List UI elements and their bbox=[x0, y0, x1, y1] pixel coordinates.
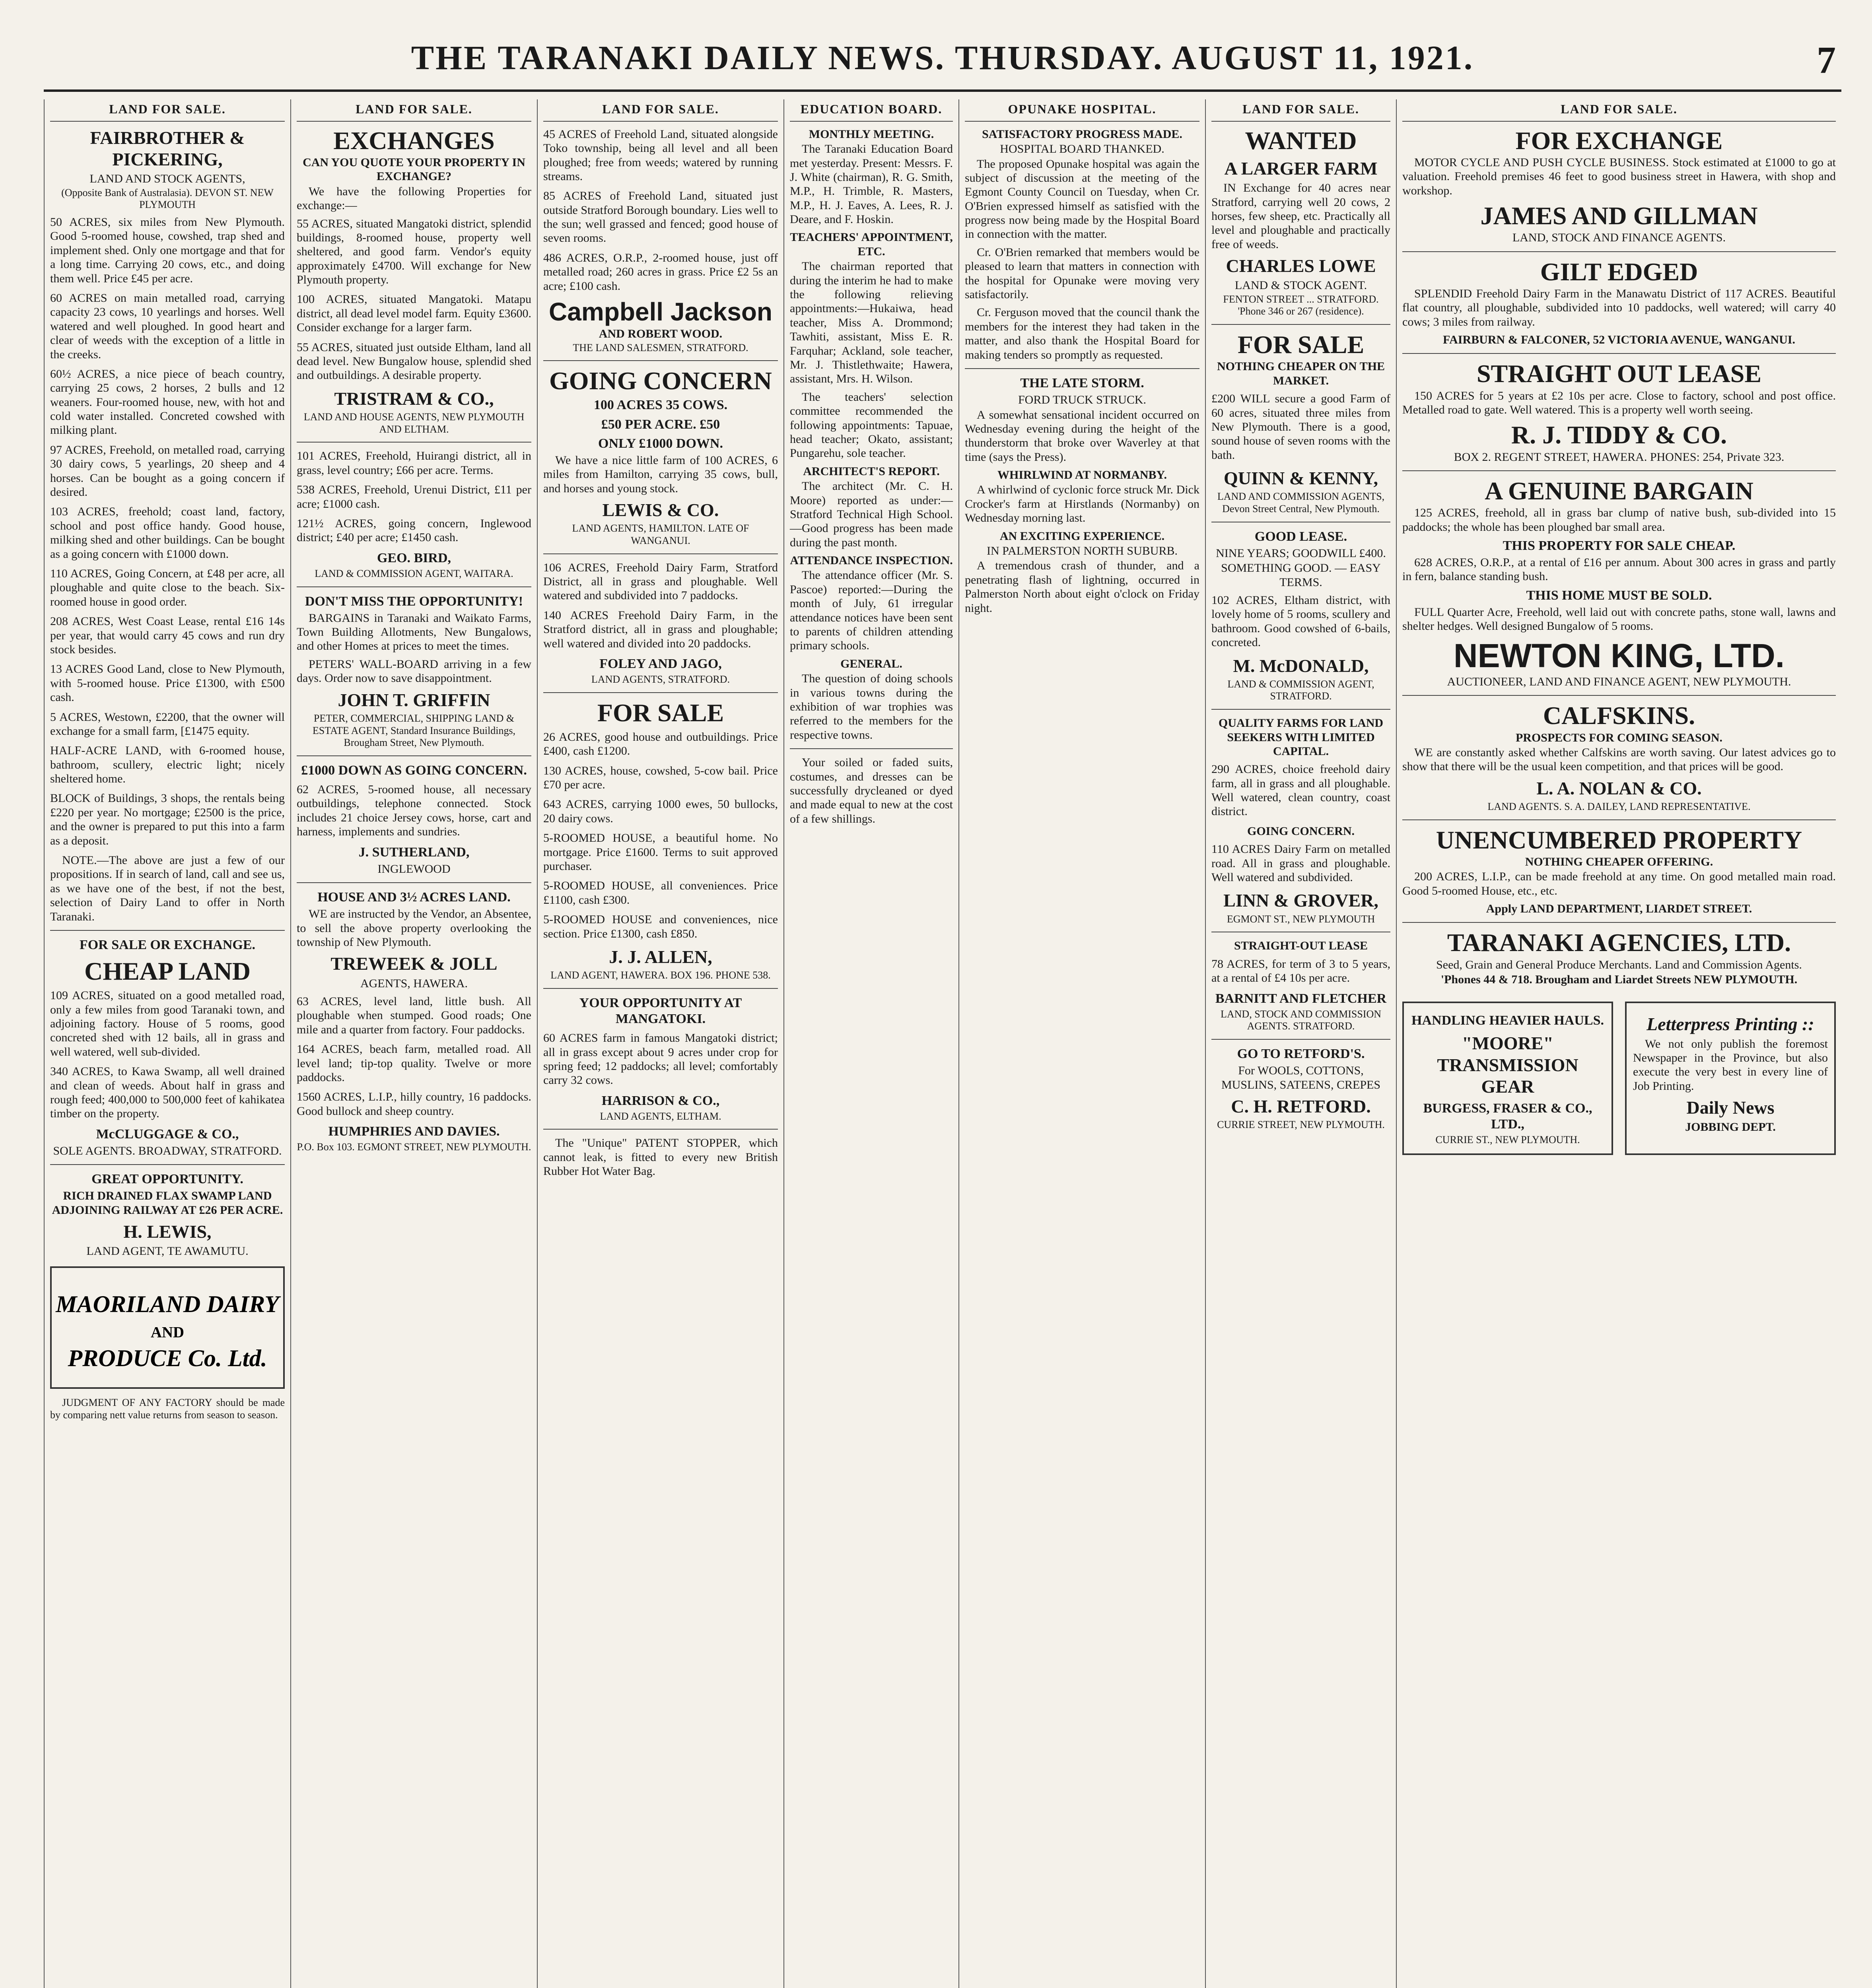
masthead-rule bbox=[44, 89, 1841, 92]
divider bbox=[1402, 251, 1836, 252]
logo-footer: JUDGMENT OF ANY FACTORY should be made by comparing nett value returns from season to season. bbox=[50, 1396, 285, 1421]
column-3 bbox=[537, 99, 783, 1988]
ad-item: 130 ACRES, house, cowshed, 5-cow bail. Price £70 per acre. bbox=[543, 764, 778, 792]
ad-item: 63 ACRES, level land, little bush. All ploughable when stumped. Good roads; One mile and a quarter from factory. Four paddocks. bbox=[297, 994, 531, 1036]
firm-name: NEWTON KING, LTD. bbox=[1453, 637, 1785, 674]
paragraph: FULL Quarter Acre, Freehold, well laid out with concrete paths, stone wall, lawns and shelter hedges. Well designed Bungalow of 5 rooms. bbox=[1402, 605, 1836, 633]
section-subtitle: QUALITY FARMS FOR LAND SEEKERS WITH LIMITED CAPITAL. bbox=[1218, 716, 1384, 758]
ad-item: 100 ACRES, situated Mangatoki. Matapu district, all dead level model farm. Equity £3600. Consider exchange for a larger farm. bbox=[297, 293, 531, 334]
svg-text:AND: AND bbox=[150, 1324, 185, 1341]
firm-name: JAMES AND GILLMAN bbox=[1480, 202, 1758, 230]
column-heading: LAND FOR SALE. bbox=[1211, 102, 1390, 122]
section-subtitle: GENERAL. bbox=[840, 657, 902, 670]
section-heading: £1000 DOWN AS GOING CONCERN. bbox=[301, 763, 527, 778]
section-heading: DON'T MISS THE OPPORTUNITY! bbox=[305, 594, 523, 609]
firm-subtitle: LAND AND COMMISSION AGENTS, Devon Street Central, New Plymouth. bbox=[1217, 491, 1385, 515]
paragraph: IN Exchange for 40 acres near Stratford, carrying well 20 cows, 2 horses, few sheep, etc. Practically all level and ploughable and practically free of weeds. bbox=[1211, 181, 1390, 251]
column-1 bbox=[44, 99, 290, 1988]
ad-item: 103 ACRES, freehold; coast land, factory, school and post office handy. Good house, milking shed and other buildings. Can be bought as a going concern with £1000 down. bbox=[50, 505, 285, 561]
firm-subtitle: PETER, COMMERCIAL, SHIPPING LAND & ESTATE AGENT, Standard Insurance Buildings, Brougham Street, New Plymouth. bbox=[312, 712, 516, 749]
firm-name: M. McDONALD, bbox=[1233, 655, 1369, 676]
section-title: GOING CONCERN bbox=[549, 367, 772, 395]
firm-name: CHARLES LOWE bbox=[1226, 256, 1376, 276]
section-title: FOR SALE bbox=[1237, 330, 1365, 359]
column-6 bbox=[1205, 99, 1396, 1988]
section-subtitle: STRAIGHT-OUT LEASE bbox=[1234, 939, 1368, 953]
svg-text:MAORILAND DAIRY: MAORILAND DAIRY bbox=[56, 1291, 279, 1318]
section-heading: THIS HOME MUST BE SOLD. bbox=[1526, 588, 1712, 603]
firm-subtitle: SOLE AGENTS. BROADWAY, STRATFORD. bbox=[53, 1144, 282, 1157]
firm-subtitle: LAND AND STOCK AGENTS, bbox=[89, 172, 245, 186]
ad-item: 26 ACRES, good house and outbuildings. Price £400, cash £1200. bbox=[543, 730, 778, 758]
firm-subtitle: THE LAND SALESMEN, STRATFORD. bbox=[573, 342, 748, 353]
divider bbox=[297, 442, 531, 443]
firm-name: LINN & GROVER, bbox=[1223, 890, 1378, 911]
paragraph: We have a nice little farm of 100 ACRES, 6 miles from Hamilton, carrying 35 cows, bull, and horses and young stock. bbox=[543, 453, 778, 495]
firm-subtitle: EGMONT ST., NEW PLYMOUTH bbox=[1227, 913, 1375, 925]
paragraph: Your soiled or faded suits, costumes, and dresses can be successfully drycleaned or dyed and made equal to new at the cost of a few shillings. bbox=[790, 756, 953, 825]
firm-name: JOHN T. GRIFFIN bbox=[338, 689, 490, 710]
firm-address: 'Phones 44 & 718. Brougham and Liardet Streets NEW PLYMOUTH. bbox=[1440, 973, 1798, 986]
section-title: A LARGER FARM bbox=[1224, 158, 1378, 179]
section-subtitle: SATISFACTORY PROGRESS MADE. bbox=[982, 127, 1182, 141]
note: NOTE.—The above are just a few of our propositions. If in search of land, call and see us, as we have one of the best, if not the best, selection of Dairy Land to offer in North Taranaki. bbox=[50, 854, 285, 923]
divider bbox=[1211, 709, 1390, 710]
ad-item: 110 ACRES, Going Concern, at £48 per acre, all ploughable and quite close to the beach. Six-roomed house in good order. bbox=[50, 567, 285, 608]
section-subtitle: MONTHLY MEETING. bbox=[809, 127, 934, 141]
paragraph: 200 ACRES, L.I.P., can be made freehold at any time. On good metalled main road. Good 5-roomed House, etc., etc. bbox=[1402, 870, 1836, 897]
paragraph: The teachers' selection committee recommended the following appointments: Tapuae, head teacher; Okato, assistant; Pungarehu, sole teacher. bbox=[790, 390, 953, 460]
firm-address: CURRIE ST., NEW PLYMOUTH. bbox=[1435, 1134, 1580, 1146]
firm-subtitle: P.O. Box 103. EGMONT STREET, NEW PLYMOUTH. bbox=[297, 1141, 531, 1153]
ad-item: 538 ACRES, Freehold, Urenui District, £11 per acre; £1000 cash. bbox=[297, 483, 531, 511]
ad-item: 109 ACRES, situated on a good metalled road, only a few miles from good Taranaki town, and adjoining factory. House of 5 rooms, good concreted shed with 12 bails, all in grass and well watered, well sub-divided. bbox=[50, 989, 285, 1058]
divider bbox=[50, 930, 285, 931]
ad-item: 5-ROOMED HOUSE and conveniences, nice section. Price £1300, cash £850. bbox=[543, 913, 778, 940]
section-title: STRAIGHT OUT LEASE bbox=[1476, 359, 1762, 388]
firm-name: J. SUTHERLAND, bbox=[358, 845, 470, 860]
paragraph: The Taranaki Education Board met yesterday. Present: Messrs. F. J. White (chairman), R. G. Smith, M.P., H. Trimble, R. Masters, M.P., H. J. Eaves, A. Lees, R. J. Deare, and F. Hoskin. bbox=[790, 142, 953, 226]
section-heading: YOUR OPPORTUNITY AT MANGATOKI. bbox=[579, 995, 742, 1027]
section-heading: GO TO RETFORD'S. bbox=[1237, 1046, 1365, 1061]
ad-item: 208 ACRES, West Coast Lease, rental £16 14s per year, that would carry 45 cows and run dry stock besides. bbox=[50, 615, 285, 656]
firm-name: TREWEEK & JOLL bbox=[330, 953, 498, 974]
paragraph: BARGAINS in Taranaki and Waikato Farms, Town Building Allotments, New Bungalows, and other Homes at prices to meet the times. bbox=[297, 611, 531, 653]
page-number: 7 bbox=[1817, 39, 1837, 81]
column-2 bbox=[290, 99, 537, 1988]
masthead bbox=[44, 38, 1841, 85]
section-title: FOR SALE bbox=[597, 698, 724, 727]
ad-title: "MOORE" TRANSMISSION GEAR bbox=[1437, 1033, 1578, 1097]
section-heading: FOR SALE OR EXCHANGE. bbox=[79, 937, 256, 952]
section-title: FOR EXCHANGE bbox=[1515, 126, 1723, 155]
paragraph: The "Unique" PATENT STOPPER, which cannot leak, is fitted to every new British Rubber Hot Water Bag. bbox=[543, 1136, 778, 1178]
firm-name: FAIRBURN & FALCONER, 52 VICTORIA AVENUE, WANGANUI. bbox=[1443, 333, 1795, 347]
ad-item: 340 ACRES, to Kawa Swamp, all well drained and clean of weeds. About half in grass and rough feed; 400,000 to 500,000 feet of kahikatea timber on the property. bbox=[50, 1065, 285, 1120]
divider bbox=[1211, 324, 1390, 325]
firm-subtitle: AND ROBERT WOOD. bbox=[599, 327, 723, 341]
ad-title: Letterpress Printing :: bbox=[1647, 1014, 1814, 1035]
section-subtitle: RICH DRAINED FLAX SWAMP LAND ADJOINING RAILWAY AT £26 PER ACRE. bbox=[52, 1189, 283, 1217]
section-subtitle: SOMETHING GOOD. — EASY TERMS. bbox=[1221, 561, 1381, 589]
paragraph: A whirlwind of cyclonic force struck Mr. Dick Crocker's farm at Hirstlands (Normanby) on Wednesday morning last. bbox=[965, 483, 1199, 525]
paragraph: The proposed Opunake hospital was again the subject of discussion at the meeting of the Egmont County Council on Tuesday, when Cr. O'Brien expressed himself as satisfied with the progress now being made by the Hospital Board in connection with the matter. bbox=[965, 157, 1199, 241]
section-heading: THIS PROPERTY FOR SALE CHEAP. bbox=[1503, 538, 1736, 553]
divider bbox=[543, 360, 778, 361]
section-subtitle: ATTENDANCE INSPECTION. bbox=[790, 554, 953, 567]
ad-item: 140 ACRES Freehold Dairy Farm, in the Stratford district, all in grass and ploughable; well watered and divided into 20 paddocks. bbox=[543, 608, 778, 650]
paragraph: 628 ACRES, O.R.P., at a rental of £16 per annum. About 300 acres in grass and partly in fern, balance standing bush. bbox=[1402, 556, 1836, 583]
firm-subtitle: LAND AGENTS, HAMILTON. LATE OF WANGANUI. bbox=[572, 522, 749, 546]
firm-name: HUMPHRIES AND DAVIES. bbox=[328, 1124, 500, 1139]
paragraph: Cr. O'Brien remarked that members would be pleased to learn that matters in connection with the hospital for Opunake were moving very satisfactorily. bbox=[965, 245, 1199, 301]
section-title: A GENUINE BARGAIN bbox=[1485, 476, 1753, 505]
firm-name: BURGESS, FRASER & CO., LTD., bbox=[1423, 1101, 1592, 1132]
maoriland-dairy-logo bbox=[50, 1266, 285, 1389]
ad-title: Daily News bbox=[1686, 1097, 1775, 1118]
firm-subtitle: LAND AND HOUSE AGENTS, NEW PLYMOUTH AND ELTHAM. bbox=[303, 411, 525, 435]
divider bbox=[1402, 695, 1836, 696]
paragraph: 125 ACRES, freehold, all in grass bar clump of native bush, sub-divided into 15 paddocks; the whole has been ploughed bar small area. bbox=[1402, 506, 1836, 534]
ad-item: 60½ ACRES, a nice piece of beach country, carrying 25 cows, 2 horses, 2 bulls and 12 weaners. Four-roomed house, new, with hot and cold water installed. Concreted cowshed with milking plant. bbox=[50, 367, 285, 437]
ad-item: 62 ACRES, 5-roomed house, all necessary outbuildings, telephone connected. Stock includes 21 choice Jersey cows, horse, cart and harness, implements and sundries. bbox=[297, 782, 531, 839]
divider bbox=[297, 882, 531, 883]
ad-item: 45 ACRES of Freehold Land, situated alongside Toko township, being all level and all been ploughed; free from weeds; watered by running streams. bbox=[543, 127, 778, 183]
divider bbox=[543, 692, 778, 693]
ad-item: 101 ACRES, Freehold, Huirangi district, all in grass, level country; £66 per acre. Terms. bbox=[297, 449, 531, 477]
firm-subtitle: LAND AGENTS, STRATFORD. bbox=[591, 674, 730, 685]
firm-subtitle: LAND & STOCK AGENT. bbox=[1234, 279, 1367, 292]
svg-text:PRODUCE Co. Ltd.: PRODUCE Co. Ltd. bbox=[68, 1345, 267, 1372]
firm-name: QUINN & KENNY, bbox=[1223, 468, 1378, 489]
ad-item: 55 ACRES, situated Mangatoki district, splendid buildings, 8-roomed house, property well sheltered, and good farm. Vendor's equity approximately £4700. Will exchange for New Plymouth property. bbox=[297, 217, 531, 287]
divider bbox=[543, 988, 778, 989]
section-subtitle: PROSPECTS FOR COMING SEASON. bbox=[1515, 731, 1723, 744]
firm-address: (Opposite Bank of Australasia). DEVON ST. NEW PLYMOUTH bbox=[61, 186, 274, 211]
divider bbox=[543, 1129, 778, 1130]
paragraph: WE are instructed by the Vendor, an Absentee, to sell the above property overlooking the township of New Plymouth. bbox=[297, 907, 531, 949]
firm-name: TRISTRAM & CO., bbox=[334, 388, 494, 409]
section-title: EXCHANGES bbox=[333, 126, 495, 155]
divider bbox=[790, 748, 953, 749]
section-subtitle: WHIRLWIND AT NORMANBY. bbox=[997, 468, 1167, 482]
paragraph: A tremendous crash of thunder, and a penetrating flash of lightning, occurred in Palmerston North about eight o'clock on Friday night. bbox=[965, 559, 1199, 615]
paragraph: The question of doing schools in various towns during the exhibition of war trophies was referred to the members for the respective towns. bbox=[790, 672, 953, 742]
ad-item: 5 ACRES, Westown, £2200, that the owner will exchange for a small farm, [£1475 equity. bbox=[50, 710, 285, 738]
divider bbox=[1402, 819, 1836, 820]
paragraph: Cr. Ferguson moved that the council thank the members for the interest they had taken in the matter, and also thank the Hospital Board for making tenders so promptly as requested. bbox=[965, 306, 1199, 361]
paragraph: The chairman reported that during the interim he had to make the following relieving appointments:—Hukaiwa, head teacher, Miss A. Drommond; Tawhiti, assistant, Miss E. R. Farquhar; Ackland, sole teacher, Mr. J. Thistlethwaite; Hawera, assistant, Mrs. H. Wilson. bbox=[790, 260, 953, 386]
section-heading: GREAT OPPORTUNITY. bbox=[91, 1172, 243, 1187]
ad-subtitle: JOBBING DEPT. bbox=[1685, 1120, 1776, 1134]
ad-item: 5-ROOMED HOUSE, a beautiful home. No mortgage. Price £1600. Terms to suit approved purchaser. bbox=[543, 831, 778, 873]
ad-item: 1560 ACRES, L.I.P., hilly country, 16 paddocks. Good bullock and sheep country. bbox=[297, 1090, 531, 1118]
ad-item: £200 WILL secure a good Farm of 60 acres, situated three miles from New Plymouth. There is a good, sound house of seven rooms with the bath. bbox=[1211, 392, 1390, 462]
section-subtitle: AN EXCITING EXPERIENCE. bbox=[999, 529, 1165, 543]
ad-item: 55 ACRES, situated just outside Eltham, land all dead level. New Bungalow house, splendid shed and outbuildings. A desirable property. bbox=[297, 340, 531, 382]
divider bbox=[965, 368, 1199, 369]
ad-item: 60 ACRES farm in famous Mangatoki district; all in grass except about 9 acres under crop for spring feed; 12 paddocks; all level; comfortably carry 32 cows. bbox=[543, 1031, 778, 1087]
masthead-title: THE TARANAKI DAILY NEWS. THURSDAY. AUGUST 11, 1921. bbox=[411, 39, 1474, 77]
firm-name: FAIRBROTHER & PICKERING, bbox=[90, 127, 245, 170]
column-7 bbox=[1396, 99, 1841, 1988]
divider bbox=[543, 553, 778, 554]
paragraph: SPLENDID Freehold Dairy Farm in the Manawatu District of 117 ACRES. Beautiful flat country, all ploughable, subdivided into 10 paddocks, well watered; will carry 40 cows; 3 miles from railway. bbox=[1402, 287, 1836, 328]
section-subtitle: ARCHITECT'S REPORT. bbox=[803, 464, 940, 478]
ad-item: 110 ACRES Dairy Farm on metalled road. All in grass and ploughable. Well watered and subdivided. bbox=[1211, 843, 1390, 884]
ad-item: 78 ACRES, for term of 3 to 5 years, at a rental of £4 10s per acre. bbox=[1211, 957, 1390, 985]
section-title: CALFSKINS. bbox=[1543, 701, 1695, 730]
ad-item: 643 ACRES, carrying 1000 ewes, 50 bullocks, 20 dairy cows. bbox=[543, 798, 778, 825]
section-subtitle: HOSPITAL BOARD THANKED. bbox=[1000, 142, 1164, 156]
section-subtitle: CAN YOU QUOTE YOUR PROPERTY IN EXCHANGE? bbox=[303, 155, 525, 183]
firm-subtitle: LAND, STOCK AND FINANCE AGENTS. bbox=[1512, 231, 1726, 245]
section-subtitle: NINE YEARS; GOODWILL £400. bbox=[1216, 546, 1386, 560]
column-heading: LAND FOR SALE. bbox=[1402, 102, 1836, 122]
firm-subtitle: LAND AGENT, HAWERA. BOX 196. PHONE 538. bbox=[550, 969, 771, 981]
section-line: £50 PER ACRE. £50 bbox=[601, 417, 720, 432]
column-heading: LAND FOR SALE. bbox=[297, 102, 531, 122]
section-line: 100 ACRES 35 COWS. bbox=[593, 398, 728, 413]
column-4 bbox=[783, 99, 958, 1988]
firm-name: FOLEY AND JAGO, bbox=[599, 656, 722, 671]
firm-subtitle: LAND AGENTS. S. A. DAILEY, LAND REPRESENTATIVE. bbox=[1487, 800, 1751, 812]
firm-name: McCLUGGAGE & CO., bbox=[96, 1126, 239, 1142]
divider bbox=[1211, 1039, 1390, 1040]
firm-subtitle: LAND AGENT, TE AWAMUTU. bbox=[86, 1244, 249, 1258]
firm-name: BARNITT AND FLETCHER bbox=[1215, 991, 1387, 1006]
ad-item: 164 ACRES, beach farm, metalled road. All level land; tip-top quality. Twelve or more paddocks. bbox=[297, 1043, 531, 1084]
firm-name: GEO. BIRD, bbox=[377, 550, 451, 565]
letterpress-ad bbox=[1625, 1002, 1836, 1155]
paragraph: We not only publish the foremost Newspaper in the Province, but also execute the very best in every line of Job Printing. bbox=[1633, 1037, 1828, 1093]
ad-item: 50 ACRES, six miles from New Plymouth. Good 5-roomed house, cowshed, trap shed and implement shed. Only one mortgage and that for a long time. Carrying 20 cows, etc., and doing them well. Price £45 per acre. bbox=[50, 215, 285, 285]
firm-name: Campbell Jackson bbox=[549, 297, 772, 326]
ad-item: 85 ACRES of Freehold Land, situated just outside Stratford Borough boundary. Lies well to the sun; well grassed and fenced; good house of seven rooms. bbox=[543, 189, 778, 245]
paragraph: 150 ACRES for 5 years at £2 10s per acre. Close to factory, school and post office. Metalled road to gate. Well watered. This is a property well worth seeing. bbox=[1402, 389, 1836, 417]
firm-subtitle: LAND & COMMISSION AGENT, WAITARA. bbox=[315, 567, 513, 579]
column-heading: EDUCATION BOARD. bbox=[790, 102, 953, 122]
bottom-ads bbox=[1402, 994, 1836, 1162]
firm-name: C. H. RETFORD. bbox=[1231, 1096, 1371, 1116]
divider bbox=[1402, 353, 1836, 354]
product-list: For WOOLS, COTTONS, MUSLINS, SATEENS, CREPES bbox=[1221, 1064, 1381, 1091]
divider bbox=[1402, 922, 1836, 923]
ad-item: HALF-ACRE LAND, with 6-roomed house, bathroom, scullery, electric light; nicely sheltered home. bbox=[50, 744, 285, 786]
column-heading: OPUNAKE HOSPITAL. bbox=[965, 102, 1199, 122]
moore-gear-ad bbox=[1402, 1002, 1613, 1155]
maoriland-logo-graphic bbox=[52, 1268, 283, 1387]
section-heading: HOUSE AND 3½ ACRES LAND. bbox=[317, 890, 511, 905]
firm-subtitle: LAND, STOCK AND COMMISSION AGENTS. STRATFORD. bbox=[1220, 1008, 1381, 1032]
section-line: ONLY £1000 DOWN. bbox=[598, 436, 723, 451]
section-subtitle: TEACHERS' APPOINTMENT, ETC. bbox=[790, 231, 953, 258]
divider bbox=[297, 755, 531, 756]
firm-subtitle: INGLEWOOD bbox=[377, 862, 451, 876]
ad-item: 60 ACRES on main metalled road, carrying capacity 23 cows, 10 yearlings and horses. Well watered and well ploughed. In good heart and clear of weeds with the exception of a little in the creeks. bbox=[50, 291, 285, 361]
firm-name: HARRISON & CO., bbox=[601, 1093, 720, 1108]
firm-name: J. J. ALLEN, bbox=[609, 946, 712, 967]
section-title: UNENCUMBERED PROPERTY bbox=[1436, 825, 1802, 854]
section-subtitle: FORD TRUCK STRUCK. bbox=[1018, 393, 1147, 407]
paragraph: A somewhat sensational incident occurred on Wednesday evening during the height of the thunderstorm that broke over Waverley at that time (says the Press). bbox=[965, 408, 1199, 464]
ad-heading: HANDLING HEAVIER HAULS. bbox=[1411, 1013, 1604, 1028]
firm-name: R. J. TIDDY & CO. bbox=[1511, 421, 1727, 449]
column-heading: LAND FOR SALE. bbox=[543, 102, 778, 122]
firm-name: L. A. NOLAN & CO. bbox=[1536, 778, 1702, 798]
ad-item: 13 ACRES Good Land, close to New Plymouth, with 5-roomed house. Price £1300, with £500 cash. bbox=[50, 662, 285, 704]
firm-subtitle: LAND & COMMISSION AGENT, STRATFORD. bbox=[1227, 678, 1374, 702]
firm-subtitle: AUCTIONEER, LAND AND FINANCE AGENT, NEW PLYMOUTH. bbox=[1447, 675, 1791, 688]
divider bbox=[297, 586, 531, 587]
section-subtitle: IN PALMERSTON NORTH SUBURB. bbox=[987, 544, 1178, 558]
ad-item: BLOCK of Buildings, 3 shops, the rentals being £220 per year. No mortgage; £2500 is the price, and the owner is prepared to put this into a farm as a deposit. bbox=[50, 792, 285, 847]
column-heading: LAND FOR SALE. bbox=[50, 102, 285, 122]
ad-item: 121½ ACRES, going concern, Inglewood district; £40 per acre; £1450 cash. bbox=[297, 516, 531, 544]
firm-subtitle: AGENTS, HAWERA. bbox=[360, 977, 468, 990]
firm-address: CURRIE STREET, NEW PLYMOUTH. bbox=[1217, 1119, 1385, 1131]
paragraph: PETERS' WALL-BOARD arriving in a few days. Order now to save disappointment. bbox=[297, 657, 531, 685]
ad-item: 486 ACRES, O.R.P., 2-roomed house, just off metalled road; 260 acres in grass. Price £2 5s an acre; £100 cash. bbox=[543, 251, 778, 293]
firm-name: LEWIS & CO. bbox=[602, 499, 719, 520]
section-subtitle: GOING CONCERN. bbox=[1247, 824, 1355, 838]
firm-subtitle: Seed, Grain and General Produce Merchants. Land and Commission Agents. bbox=[1436, 958, 1802, 971]
firm-address: FENTON STREET ... STRATFORD. 'Phone 346 or 267 (residence). bbox=[1223, 293, 1379, 317]
ad-item: 106 ACRES, Freehold Dairy Farm, Stratford District, all in grass and ploughable. Well watered and subdivided into 7 paddocks. bbox=[543, 561, 778, 602]
divider bbox=[1402, 470, 1836, 471]
paragraph: The architect (Mr. C. H. Moore) reported as under:—Stratford Technical High School.—Good progress has been made during the past month. bbox=[790, 480, 953, 549]
ad-item: 97 ACRES, Freehold, on metalled road, carrying 30 dairy cows, 5 yearlings, 20 sheep and 4 horses. Can be bought as a going concern if desired. bbox=[50, 443, 285, 499]
section-title: CHEAP LAND bbox=[84, 957, 251, 986]
firm-name: TARANAKI AGENCIES, LTD. bbox=[1447, 928, 1791, 957]
section-subtitle: NOTHING CHEAPER ON THE MARKET. bbox=[1217, 360, 1385, 387]
paragraph: The attendance officer (Mr. S. Pascoe) reported:—During the month of July, 61 irregular attendance notices have been sent to parents of children attending primary schools. bbox=[790, 569, 953, 652]
firm-name: H. LEWIS, bbox=[123, 1221, 212, 1242]
section-heading: THE LATE STORM. bbox=[1020, 376, 1144, 390]
paragraph: MOTOR CYCLE AND PUSH CYCLE BUSINESS. Stock estimated at £1000 to go at valuation. Freehold premises 46 feet to good business street in Hawera, with shop and workshop. bbox=[1402, 155, 1836, 197]
section-subtitle: NOTHING CHEAPER OFFERING. bbox=[1525, 855, 1713, 868]
divider bbox=[50, 1164, 285, 1165]
ad-item: 290 ACRES, choice freehold dairy farm, all in grass and all ploughable. Well watered, clean country, coast district. bbox=[1211, 763, 1390, 818]
intro: We have the following Properties for exchange:— bbox=[297, 184, 531, 212]
ad-item: 5-ROOMED HOUSE, all conveniences. Price £1100, cash £300. bbox=[543, 879, 778, 907]
column-5 bbox=[958, 99, 1205, 1988]
section-title: WANTED bbox=[1245, 126, 1357, 155]
firm-subtitle: LAND AGENTS, ELTHAM. bbox=[600, 1110, 721, 1122]
firm-subtitle: BOX 2. REGENT STREET, HAWERA. PHONES: 254, Private 323. bbox=[1454, 450, 1785, 464]
ad-item: 102 ACRES, Eltham district, with lovely home of 5 rooms, scullery and bathroom. Good cowshed of 6-bails, concreted. bbox=[1211, 593, 1390, 649]
paragraph: WE are constantly asked whether Calfskins are worth saving. Our latest advices go to show that there will be the usual keen competition, and that prices will be good. bbox=[1402, 746, 1836, 773]
apply-line: Apply LAND DEPARTMENT, LIARDET STREET. bbox=[1486, 902, 1752, 915]
section-heading: GOOD LEASE. bbox=[1254, 529, 1347, 544]
section-title: GILT EDGED bbox=[1540, 257, 1698, 286]
